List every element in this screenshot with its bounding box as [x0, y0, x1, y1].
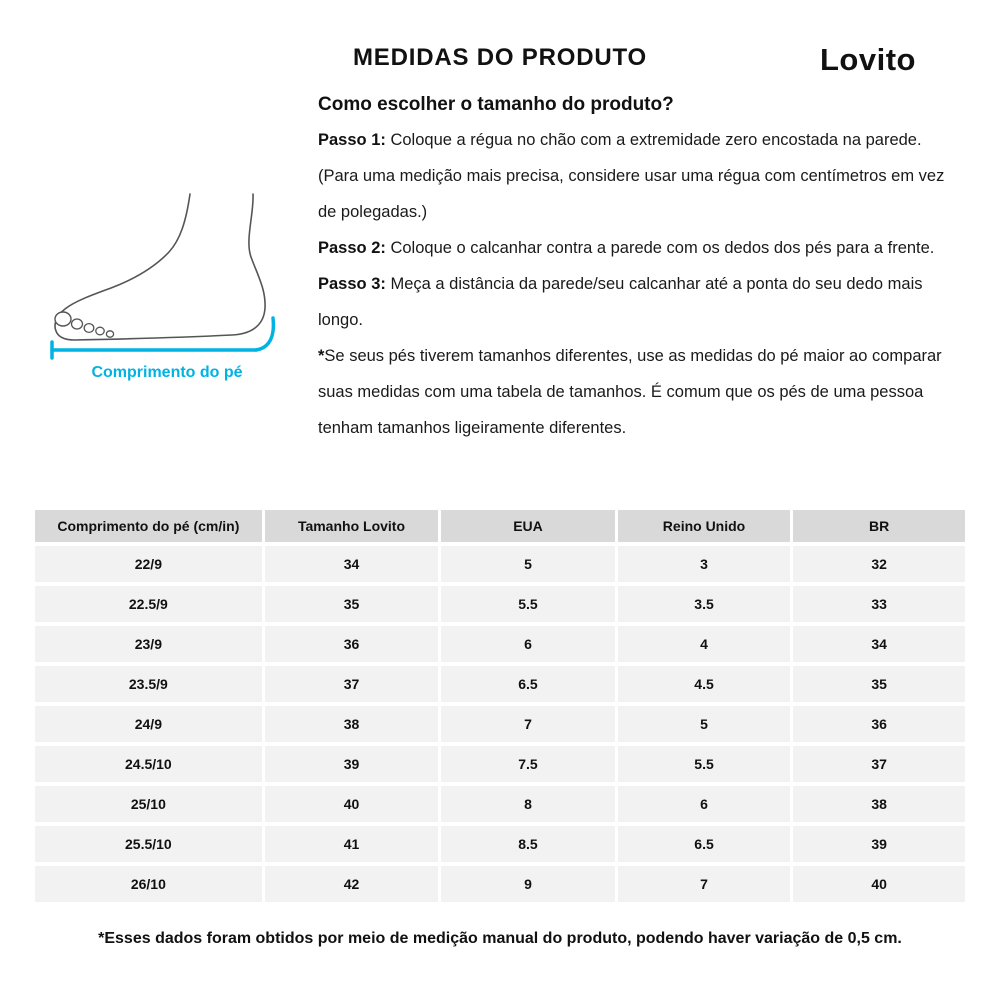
- column-header-us: EUA: [441, 510, 615, 542]
- column-header-uk: Reino Unido: [618, 510, 791, 542]
- instructions-section: [318, 94, 946, 446]
- table-cell: 23.5/9: [35, 666, 262, 702]
- table-cell: 39: [793, 826, 965, 862]
- note-text: Se seus pés tiverem tamanhos diferentes, use as medidas do pé maior ao comparar suas medidas com uma tabela de tamanhos. É comum que os pés de uma pessoa tenham tamanhos ligeiramente diferentes.: [318, 347, 942, 437]
- foot-outline: [55, 194, 265, 340]
- column-header-br: BR: [793, 510, 965, 542]
- column-header-lovito-size: Tamanho Lovito: [265, 510, 439, 542]
- table-cell: 7: [441, 706, 615, 742]
- page-title: MEDIDAS DO PRODUTO: [353, 44, 647, 71]
- table-row: [35, 586, 965, 622]
- table-cell: 23/9: [35, 626, 262, 662]
- table-cell: 26/10: [35, 866, 262, 902]
- instruction-step-1: [318, 122, 946, 230]
- table-row: [35, 786, 965, 822]
- brand-logo: Lovito: [820, 42, 916, 77]
- table-row: [35, 626, 965, 662]
- table-cell: 38: [793, 786, 965, 822]
- table-cell: 5.5: [618, 746, 791, 782]
- toe: [96, 327, 104, 335]
- table-cell: 22.5/9: [35, 586, 262, 622]
- table-row: [35, 666, 965, 702]
- table-cell: 34: [793, 626, 965, 662]
- size-table-body: [35, 546, 965, 902]
- footer-note: *Esses dados foram obtidos por meio de medição manual do produto, podendo haver variação de 0,5 cm.: [98, 930, 902, 947]
- table-cell: 4: [618, 626, 791, 662]
- table-cell: 35: [793, 666, 965, 702]
- table-cell: 25/10: [35, 786, 262, 822]
- table-cell: 9: [441, 866, 615, 902]
- table-cell: 40: [793, 866, 965, 902]
- step-label: Passo 2:: [318, 239, 386, 257]
- table-cell: 41: [265, 826, 439, 862]
- table-cell: 3: [618, 546, 791, 582]
- table-cell: 7.5: [441, 746, 615, 782]
- table-cell: 33: [793, 586, 965, 622]
- step-label: Passo 1:: [318, 131, 386, 149]
- table-cell: 6: [618, 786, 791, 822]
- note-asterisk: *: [318, 347, 325, 365]
- instructions-heading: Como escolher o tamanho do produto?: [318, 94, 674, 115]
- step-label: Passo 3:: [318, 275, 386, 293]
- table-cell: 40: [265, 786, 439, 822]
- table-cell: 5: [618, 706, 791, 742]
- instruction-step-3: [318, 266, 946, 338]
- toe: [106, 331, 113, 337]
- instruction-step-2: [318, 230, 946, 266]
- step-text: Meça a distância da parede/seu calcanhar até a ponta do seu dedo mais longo.: [318, 275, 923, 329]
- table-cell: 6: [441, 626, 615, 662]
- table-header-row: [35, 510, 965, 542]
- table-cell: 37: [793, 746, 965, 782]
- size-table: [32, 506, 968, 906]
- table-cell: 7: [618, 866, 791, 902]
- table-cell: 24.5/10: [35, 746, 262, 782]
- table-cell: 22/9: [35, 546, 262, 582]
- table-cell: 4.5: [618, 666, 791, 702]
- toe: [84, 324, 94, 333]
- table-cell: 32: [793, 546, 965, 582]
- table-cell: 8: [441, 786, 615, 822]
- foot-length-caption: Comprimento do pé: [91, 364, 243, 381]
- table-cell: 24/9: [35, 706, 262, 742]
- table-row: [35, 706, 965, 742]
- table-cell: 39: [265, 746, 439, 782]
- table-cell: 6.5: [618, 826, 791, 862]
- table-cell: 34: [265, 546, 439, 582]
- table-row: [35, 866, 965, 902]
- big-toe: [55, 312, 71, 326]
- table-cell: 35: [265, 586, 439, 622]
- table-cell: 42: [265, 866, 439, 902]
- table-row: [35, 746, 965, 782]
- table-cell: 37: [265, 666, 439, 702]
- table-cell: 5: [441, 546, 615, 582]
- table-cell: 8.5: [441, 826, 615, 862]
- table-row: [35, 546, 965, 582]
- table-cell: 36: [793, 706, 965, 742]
- step-text: Coloque o calcanhar contra a parede com os dedos dos pés para a frente.: [385, 239, 935, 257]
- toe: [72, 319, 83, 329]
- column-header-foot-length: Comprimento do pé (cm/in): [35, 510, 262, 542]
- table-cell: 38: [265, 706, 439, 742]
- step-text: Coloque a régua no chão com a extremidade zero encostada na parede. (Para uma medição mais precisa, considere usar uma régua com centímetros em vez de polegadas.): [318, 131, 945, 221]
- table-cell: 3.5: [618, 586, 791, 622]
- table-cell: 5.5: [441, 586, 615, 622]
- size-difference-note: [318, 338, 946, 446]
- table-row: [35, 826, 965, 862]
- foot-diagram: [42, 192, 292, 382]
- table-cell: 25.5/10: [35, 826, 262, 862]
- table-cell: 36: [265, 626, 439, 662]
- foot-illustration: [42, 192, 292, 362]
- table-cell: 6.5: [441, 666, 615, 702]
